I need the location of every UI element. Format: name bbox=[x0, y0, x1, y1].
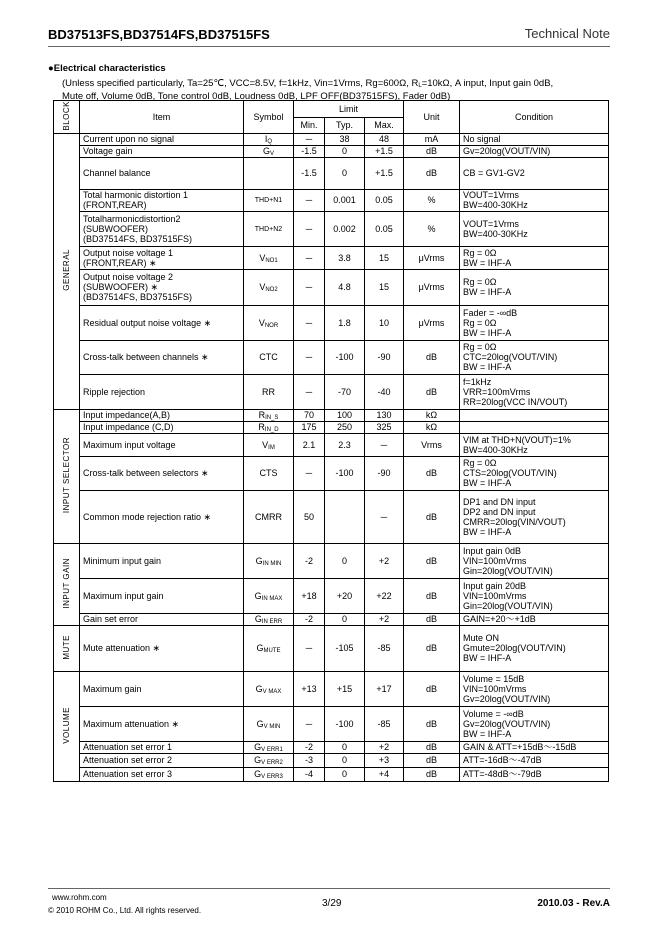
cell-unit: mA bbox=[404, 133, 460, 145]
footer-divider bbox=[48, 888, 610, 889]
cell-typ: 0 bbox=[325, 613, 365, 625]
cell-min: -3 bbox=[294, 753, 325, 767]
cell-typ: +15 bbox=[325, 671, 365, 706]
cell-condition: CB = GV1-GV2 bbox=[460, 157, 609, 189]
cell-symbol: $V_{NO1}$ bbox=[244, 246, 294, 269]
cell-unit: dB bbox=[404, 625, 460, 671]
cell-item: Common mode rejection ratio ∗ bbox=[80, 490, 244, 543]
cell-max: 15 bbox=[365, 269, 404, 305]
cell-typ: 38 bbox=[325, 133, 365, 145]
cell-symbol: $V_{NOR}$ bbox=[244, 305, 294, 340]
header-item: Item bbox=[80, 101, 244, 134]
cell-max: +2 bbox=[365, 741, 404, 753]
cell-symbol: CMRR bbox=[244, 490, 294, 543]
cell-typ: 100 bbox=[325, 409, 365, 421]
cell-max: ─ bbox=[365, 490, 404, 543]
block-input-selector: INPUT SELECTOR bbox=[54, 409, 80, 543]
cell-unit: dB bbox=[404, 741, 460, 753]
table-row bbox=[54, 421, 609, 433]
cell-condition: Rg = 0Ω BW = IHF-A bbox=[460, 246, 609, 269]
table-row bbox=[54, 456, 609, 490]
cell-unit: Vrms bbox=[404, 433, 460, 456]
block-general: GENERAL bbox=[54, 133, 80, 409]
cell-item: Attenuation set error 1 bbox=[80, 741, 244, 753]
table-row bbox=[54, 133, 609, 145]
table-row bbox=[54, 490, 609, 543]
cell-item: Input impedance(A,B) bbox=[80, 409, 244, 421]
cell-min: -2 bbox=[294, 543, 325, 578]
table-row bbox=[54, 613, 609, 625]
cell-unit: dB bbox=[404, 490, 460, 543]
cell-typ: 0.002 bbox=[325, 211, 365, 246]
cell-max: +3 bbox=[365, 753, 404, 767]
cell-item: Residual output noise voltage ∗ bbox=[80, 305, 244, 340]
cell-condition: Fader = -∞dB Rg = 0Ω BW = IHF-A bbox=[460, 305, 609, 340]
cell-max: -85 bbox=[365, 625, 404, 671]
cell-item: Maximum input voltage bbox=[80, 433, 244, 456]
cell-min: ─ bbox=[294, 189, 325, 211]
cell-unit: kΩ bbox=[404, 409, 460, 421]
cell-symbol: $G_{V ERR2}$ bbox=[244, 753, 294, 767]
cell-max: +2 bbox=[365, 613, 404, 625]
cell-min: -2 bbox=[294, 741, 325, 753]
cell-typ: -70 bbox=[325, 374, 365, 409]
cell-symbol: CTS bbox=[244, 456, 294, 490]
cell-typ: 3.8 bbox=[325, 246, 365, 269]
cell-unit: dB bbox=[404, 157, 460, 189]
cell-item: Minimum input gain bbox=[80, 543, 244, 578]
cell-min: 50 bbox=[294, 490, 325, 543]
cell-condition: VOUT=1Vrms BW=400-30KHz bbox=[460, 211, 609, 246]
cell-item: Gain set error bbox=[80, 613, 244, 625]
cell-unit: dB bbox=[404, 767, 460, 781]
cell-typ: 0 bbox=[325, 753, 365, 767]
cell-condition: Volume = 15dB VIN=100mVrms Gv=20log(VOUT/VIN) bbox=[460, 671, 609, 706]
cell-min: -1.5 bbox=[294, 145, 325, 157]
cell-unit: kΩ bbox=[404, 421, 460, 433]
cell-symbol: $G_{V MIN}$ bbox=[244, 706, 294, 741]
cell-condition: Input gain 0dB VIN=100mVrms Gin=20log(VOUT/VIN) bbox=[460, 543, 609, 578]
cell-item: Total harmonic distortion 1 (FRONT,REAR) bbox=[80, 189, 244, 211]
cell-typ: 2.3 bbox=[325, 433, 365, 456]
table-row bbox=[54, 269, 609, 305]
cell-typ: +20 bbox=[325, 578, 365, 613]
table-row bbox=[54, 753, 609, 767]
bullet-icon: ● bbox=[48, 63, 54, 74]
cell-min: ─ bbox=[294, 305, 325, 340]
cell-typ bbox=[325, 490, 365, 543]
cell-max: -40 bbox=[365, 374, 404, 409]
cell-min: 175 bbox=[294, 421, 325, 433]
table-row bbox=[54, 433, 609, 456]
header-divider bbox=[48, 46, 610, 47]
cell-typ: 4.8 bbox=[325, 269, 365, 305]
cell-symbol: $I_Q$ bbox=[244, 133, 294, 145]
table-row bbox=[54, 409, 609, 421]
cell-condition: f=1kHz VRR=100mVrms RR=20log(VCC IN/VOUT) bbox=[460, 374, 609, 409]
cell-item: Cross-talk between selectors ∗ bbox=[80, 456, 244, 490]
cell-condition: Rg = 0Ω CTS=20log(VOUT/VIN) BW = IHF-A bbox=[460, 456, 609, 490]
footer-copyright: © 2010 ROHM Co., Ltd. All rights reserved. bbox=[48, 906, 202, 915]
cell-min: -2 bbox=[294, 613, 325, 625]
cell-symbol: THD+N1 bbox=[244, 189, 294, 211]
cell-symbol: $V_{NO2}$ bbox=[244, 269, 294, 305]
cell-symbol bbox=[244, 157, 294, 189]
electrical-characteristics-table bbox=[53, 100, 609, 782]
cell-condition: Gv=20log(VOUT/VIN) bbox=[460, 145, 609, 157]
conditions-line1a: (Unless specified particularly, Ta=25℃, VCC=8.5V, f=1kHz, Vin=1Vrms, Rg=600Ω, R bbox=[62, 78, 419, 89]
cell-unit: dB bbox=[404, 340, 460, 374]
cell-condition: Mute ON Gmute=20log(VOUT/VIN) BW = IHF-A bbox=[460, 625, 609, 671]
conditions-sub: L bbox=[418, 83, 422, 89]
table-row bbox=[54, 671, 609, 706]
cell-condition: GAIN & ATT=+15dB～-15dB bbox=[460, 741, 609, 753]
cell-symbol: $V_{IM}$ bbox=[244, 433, 294, 456]
cell-min: +13 bbox=[294, 671, 325, 706]
cell-typ: 0 bbox=[325, 767, 365, 781]
cell-item: Output noise voltage 2 (SUBWOOFER) ∗ (BD37514FS, BD37515FS) bbox=[80, 269, 244, 305]
table-row bbox=[54, 543, 609, 578]
table-row bbox=[54, 246, 609, 269]
cell-item: Mute attenuation ∗ bbox=[80, 625, 244, 671]
table-row bbox=[54, 145, 609, 157]
cell-item: Ripple rejection bbox=[80, 374, 244, 409]
cell-typ: 0 bbox=[325, 543, 365, 578]
cell-item: Current upon no signal bbox=[80, 133, 244, 145]
cell-symbol: $R_{IN\_D}$ bbox=[244, 421, 294, 433]
cell-condition: ATT=-48dB～-79dB bbox=[460, 767, 609, 781]
cell-max: +17 bbox=[365, 671, 404, 706]
cell-symbol: $G_{IN ERR}$ bbox=[244, 613, 294, 625]
header-typ: Typ. bbox=[325, 117, 365, 133]
cell-item: Maximum input gain bbox=[80, 578, 244, 613]
cell-item: Channel balance bbox=[80, 157, 244, 189]
cell-symbol: CTC bbox=[244, 340, 294, 374]
footer-url: www.rohm.com bbox=[52, 893, 107, 902]
table-row bbox=[54, 374, 609, 409]
cell-item: Cross-talk between channels ∗ bbox=[80, 340, 244, 374]
cell-max: 130 bbox=[365, 409, 404, 421]
cell-unit: dB bbox=[404, 543, 460, 578]
block-mute: MUTE bbox=[54, 625, 80, 671]
cell-min: 70 bbox=[294, 409, 325, 421]
cell-max: +22 bbox=[365, 578, 404, 613]
cell-condition: Volume = -∞dB Gv=20log(VOUT/VIN) BW = IHF-A bbox=[460, 706, 609, 741]
cell-condition: GAIN=+20～+1dB bbox=[460, 613, 609, 625]
cell-unit: dB bbox=[404, 753, 460, 767]
table-row bbox=[54, 340, 609, 374]
cell-max: +1.5 bbox=[365, 157, 404, 189]
document-title: BD37513FS,BD37514FS,BD37515FS bbox=[48, 27, 270, 42]
table-row bbox=[54, 625, 609, 671]
cell-unit: μVrms bbox=[404, 269, 460, 305]
cell-max: +2 bbox=[365, 543, 404, 578]
cell-min: -4 bbox=[294, 767, 325, 781]
cell-typ: 0 bbox=[325, 145, 365, 157]
cell-condition: VIM at THD+N(VOUT)=1% BW=400-30KHz bbox=[460, 433, 609, 456]
cell-typ: -100 bbox=[325, 456, 365, 490]
cell-max: 15 bbox=[365, 246, 404, 269]
cell-symbol: $R_{IN\_S}$ bbox=[244, 409, 294, 421]
cell-unit: μVrms bbox=[404, 305, 460, 340]
table-row bbox=[54, 211, 609, 246]
cell-condition bbox=[460, 421, 609, 433]
document-type-label: Technical Note bbox=[524, 26, 610, 41]
cell-unit: % bbox=[404, 211, 460, 246]
section-title: Electrical characteristics bbox=[53, 63, 166, 74]
cell-unit: dB bbox=[404, 145, 460, 157]
cell-unit: dB bbox=[404, 706, 460, 741]
cell-condition: Input gain 20dB VIN=100mVrms Gin=20log(VOUT/VIN) bbox=[460, 578, 609, 613]
cell-unit: dB bbox=[404, 613, 460, 625]
cell-symbol: $G_{IN MIN}$ bbox=[244, 543, 294, 578]
cell-min: ─ bbox=[294, 625, 325, 671]
cell-min: ─ bbox=[294, 374, 325, 409]
cell-unit: μVrms bbox=[404, 246, 460, 269]
table-row bbox=[54, 767, 609, 781]
cell-typ: 0 bbox=[325, 157, 365, 189]
cell-min: ─ bbox=[294, 269, 325, 305]
cell-typ: 0 bbox=[325, 741, 365, 753]
header-unit: Unit bbox=[404, 101, 460, 134]
cell-max: +1.5 bbox=[365, 145, 404, 157]
cell-min: ─ bbox=[294, 246, 325, 269]
header-symbol: Symbol bbox=[244, 101, 294, 134]
cell-condition: No signal bbox=[460, 133, 609, 145]
block-volume: VOLUME bbox=[54, 671, 80, 781]
table-row bbox=[54, 578, 609, 613]
cell-symbol: $G_{V ERR1}$ bbox=[244, 741, 294, 753]
cell-condition: Rg = 0Ω BW = IHF-A bbox=[460, 269, 609, 305]
header-limit: Limit bbox=[294, 101, 404, 118]
cell-unit: % bbox=[404, 189, 460, 211]
cell-symbol: $G_{V ERR3}$ bbox=[244, 767, 294, 781]
cell-typ: -100 bbox=[325, 706, 365, 741]
page-number: 3/29 bbox=[322, 898, 342, 909]
cell-unit: dB bbox=[404, 671, 460, 706]
cell-symbol: THD+N2 bbox=[244, 211, 294, 246]
cell-typ: 1.8 bbox=[325, 305, 365, 340]
cell-min: ─ bbox=[294, 340, 325, 374]
cell-item: Totalharmonicdistortion2 (SUBWOOFER) (BD37514FS, BD37515FS) bbox=[80, 211, 244, 246]
cell-max: -90 bbox=[365, 340, 404, 374]
conditions-line1b: =10kΩ, A input, Input gain 0dB, bbox=[421, 78, 554, 89]
cell-condition: Rg = 0Ω CTC=20log(VOUT/VIN) BW = IHF-A bbox=[460, 340, 609, 374]
cell-symbol: $G_V$ bbox=[244, 145, 294, 157]
cell-unit: dB bbox=[404, 374, 460, 409]
section-heading bbox=[48, 63, 166, 74]
cell-max: 0.05 bbox=[365, 211, 404, 246]
cell-min: +18 bbox=[294, 578, 325, 613]
cell-max: -85 bbox=[365, 706, 404, 741]
header-max: Max. bbox=[365, 117, 404, 133]
header-min: Min. bbox=[294, 117, 325, 133]
header-block: BLOCK bbox=[54, 101, 80, 134]
table-row bbox=[54, 189, 609, 211]
cell-condition: ATT=-16dB～-47dB bbox=[460, 753, 609, 767]
table-row bbox=[54, 741, 609, 753]
cell-unit: dB bbox=[404, 456, 460, 490]
cell-typ: 250 bbox=[325, 421, 365, 433]
cell-symbol: RR bbox=[244, 374, 294, 409]
cell-min: ─ bbox=[294, 456, 325, 490]
cell-condition: VOUT=1Vrms BW=400-30KHz bbox=[460, 189, 609, 211]
cell-max: +4 bbox=[365, 767, 404, 781]
conditions-line2: Mute off, Volume 0dB, Tone control 0dB, Loudness 0dB, LPF OFF(BD37515FS), Fader 0dB) bbox=[62, 91, 451, 102]
cell-condition bbox=[460, 409, 609, 421]
cell-symbol: $G_{IN MAX}$ bbox=[244, 578, 294, 613]
cell-symbol: $G_{MUTE}$ bbox=[244, 625, 294, 671]
cell-max: 48 bbox=[365, 133, 404, 145]
cell-max: 325 bbox=[365, 421, 404, 433]
cell-item: Voltage gain bbox=[80, 145, 244, 157]
cell-typ: -105 bbox=[325, 625, 365, 671]
cell-min: -1.5 bbox=[294, 157, 325, 189]
cell-condition: DP1 and DN input DP2 and DN input CMRR=20log(VIN/VOUT) BW = IHF-A bbox=[460, 490, 609, 543]
cell-min: ─ bbox=[294, 211, 325, 246]
cell-item: Attenuation set error 2 bbox=[80, 753, 244, 767]
cell-symbol: $G_{V MAX}$ bbox=[244, 671, 294, 706]
cell-item: Attenuation set error 3 bbox=[80, 767, 244, 781]
cell-item: Maximum attenuation ∗ bbox=[80, 706, 244, 741]
cell-max: 0.05 bbox=[365, 189, 404, 211]
header-condition: Condition bbox=[460, 101, 609, 134]
cell-min: 2.1 bbox=[294, 433, 325, 456]
cell-item: Output noise voltage 1 (FRONT,REAR) ∗ bbox=[80, 246, 244, 269]
cell-max: -90 bbox=[365, 456, 404, 490]
block-input-gain: INPUT GAIN bbox=[54, 543, 80, 625]
table-row bbox=[54, 157, 609, 189]
cell-min: ─ bbox=[294, 133, 325, 145]
cell-item: Input impedance (C,D) bbox=[80, 421, 244, 433]
table-body bbox=[54, 101, 609, 782]
cell-typ: -100 bbox=[325, 340, 365, 374]
cell-item: Maximum gain bbox=[80, 671, 244, 706]
table-row bbox=[54, 706, 609, 741]
table-row bbox=[54, 305, 609, 340]
revision: 2010.03 - Rev.A bbox=[537, 898, 610, 909]
cell-typ: 0.001 bbox=[325, 189, 365, 211]
cell-max: 10 bbox=[365, 305, 404, 340]
cell-min: ─ bbox=[294, 706, 325, 741]
header-row bbox=[54, 101, 609, 118]
cell-unit: dB bbox=[404, 578, 460, 613]
cell-max: ─ bbox=[365, 433, 404, 456]
